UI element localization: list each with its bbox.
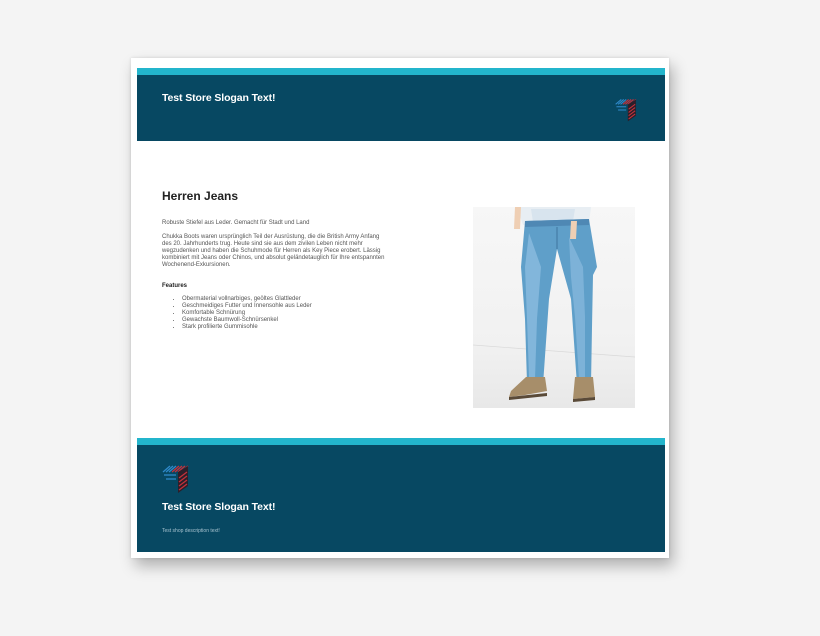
features-list-item: • Komfortable Schnürung	[182, 310, 312, 317]
footer-accent-bar	[137, 438, 665, 445]
header-slogan: Test Store Slogan Text!	[162, 92, 276, 104]
features-list-item: • Gewachste Baumwoll-Schnürsenkel	[182, 317, 312, 324]
footer-slogan: Test Store Slogan Text!	[162, 501, 276, 513]
footer	[137, 445, 665, 552]
footer-description: Test shop description text!	[162, 528, 220, 534]
page-preview	[131, 58, 669, 558]
jeans-product-image	[473, 207, 635, 408]
store-logo-icon[interactable]	[161, 463, 193, 495]
features-heading: Features	[162, 283, 188, 289]
product-title: Herren Jeans	[162, 189, 239, 203]
header	[137, 75, 665, 141]
product-description: Chukka Boots waren ursprünglich Teil der Ausrüstung, die die British Army Anfang des 20. Jahrhunderts trug. Heute sind sie aus dem zivilen Leben nicht mehr wegzudenken und haben die Schuhmode für Herren als Key Piece erobert. Lässig kombiniert mit Jeans oder Chinos, und absolut geländetauglich für Ihre entspannten Wochenend-Exkursionen.	[162, 234, 385, 268]
features-list-item: • Stark profilierte Gummisohle	[182, 324, 312, 331]
product-image[interactable]	[473, 207, 635, 408]
store-logo-icon[interactable]	[614, 97, 640, 123]
header-accent-bar	[137, 68, 665, 75]
features-list	[182, 296, 312, 331]
features-list-item: • Geschmeidiges Futter und Innensohle aus Leder	[182, 303, 312, 310]
product-subtitle: Robuste Stiefel aus Leder. Gemacht für Stadt und Land	[162, 220, 310, 226]
features-list-item: • Obermaterial vollnarbiges, geöltes Glattleder	[182, 296, 312, 303]
